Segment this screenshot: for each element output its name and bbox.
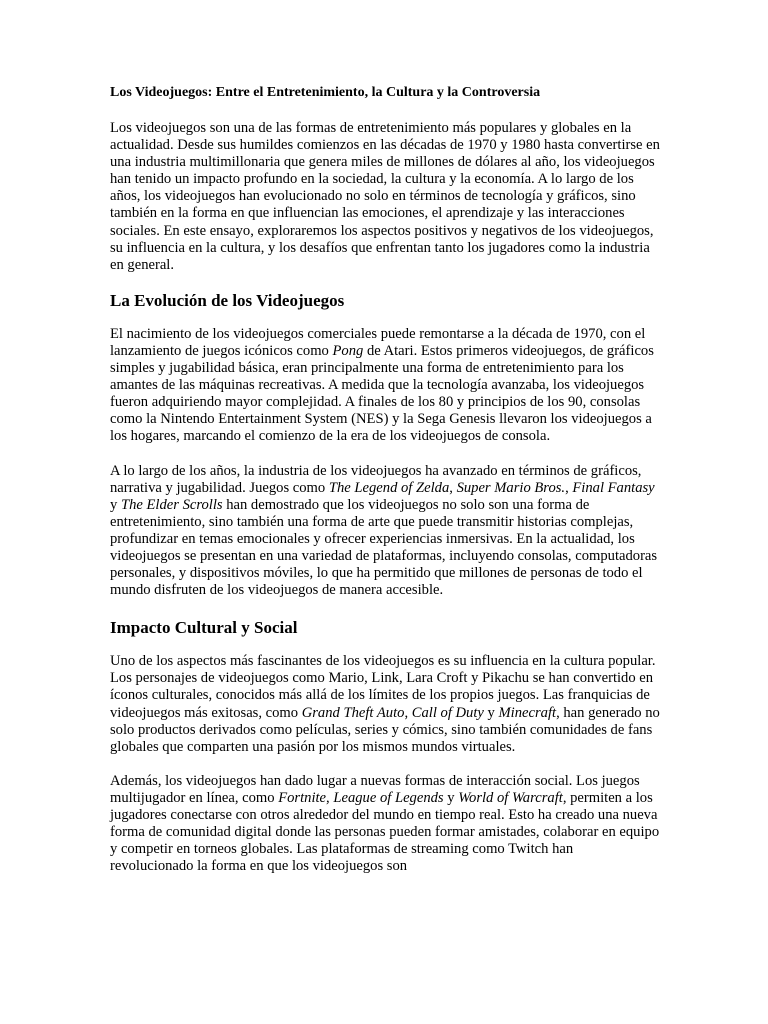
document-title: Los Videojuegos: Entre el Entretenimiento, la Cultura y la Controversia: [110, 85, 541, 100]
italic-title-run: The Elder Scrolls: [120, 496, 223, 513]
text-run: ,: [449, 479, 457, 496]
italic-title-run: Final Fantasy: [572, 479, 655, 496]
italic-title-run: Minecraft: [498, 704, 557, 721]
italic-title-run: Call of Duty: [411, 704, 484, 721]
italic-title-run: Pong: [332, 342, 364, 359]
text-run: ,: [565, 479, 573, 496]
text-run: , permiten a los jugadores conectarse con otros alrededor del mundo en tiempo real. Esto ha creado una nueva forma de comunidad digital donde las personas pueden formar amistades, colaborar en equipo y competir en torneos globales. Las plataformas de streaming como Twitch han revolucionado la forma en que los videojuegos son: [110, 789, 660, 875]
section-evolucion-paragraph-1: [110, 326, 660, 446]
text-run: , han generado no solo productos derivados como películas, series y cómics, sino también comunidades de fans globales que comparten una pasión por los mismos mundos virtuales.: [110, 704, 660, 755]
document-body: [110, 84, 660, 892]
italic-title-run: Fortnite: [278, 789, 327, 806]
text-run: Uno de los aspectos más fascinantes de los videojuegos es su influencia en la cultura popular. Los personajes de videojuegos como Mario, Link, Lara Croft y Pikachu se han convertido en íconos culturales, conocidos más allá de los límites de los propios juegos. Las franquicias de videojuegos más exitosas, como: [110, 653, 656, 721]
text-run: de Atari. Estos primeros videojuegos, de gráficos simples y jugabilidad básica, eran principalmente una forma de entretenimiento para los amantes de las máquinas recreativas. A medida que la tecnología avanzaba, los videojuegos fueron adquiriendo mayor complejidad. A finales de los 80 y principios de los 90, consolas como la Nintendo Entertainment System (NES) y la Sega Genesis llevaron los videojuegos a los hogares, marcando el comienzo de la era de los videojuegos de consola.: [110, 342, 654, 445]
section-impacto-paragraph-2: [110, 773, 660, 876]
text-run: y: [110, 496, 121, 513]
text-run: El nacimiento de los videojuegos comerciales puede remontarse a la década de 1970, con el lanzamiento de juegos icónicos como: [110, 325, 646, 359]
text-run: Los videojuegos son una de las formas de entretenimiento más populares y globales en la actualidad. Desde sus humildes comienzos en las décadas de 1970 y 1980 hasta convertirse en una industria multimillonaria que genera miles de millones de dólares al año, los videojuegos han tenido un impacto profundo en la sociedad, la cultura y la economía. A lo largo de los años, los videojuegos han evolucionado no solo en términos de tecnología y gráficos, sino también en la forma en que influencian las emociones, el aprendizaje y las interacciones sociales. En este ensayo, exploraremos los aspectos positivos y negativos de los videojuegos, su influencia en la cultura, y los desafíos que enfrentan tanto los jugadores como la industria en general.: [110, 120, 660, 273]
italic-title-run: The Legend of Zelda: [328, 479, 450, 496]
text-run: ,: [404, 704, 412, 721]
text-run: A lo largo de los años, la industria de los videojuegos ha avanzado en términos de gráficos, narrativa y jugabilidad. Juegos como: [110, 462, 642, 496]
italic-title-run: Super Mario Bros.: [456, 479, 566, 496]
italic-title-run: World of Warcraft: [458, 789, 563, 806]
italic-title-run: League of Legends: [333, 789, 444, 806]
text-run: Además, los videojuegos han dado lugar a nuevas formas de interacción social. Los juegos multijugador en línea, como: [110, 772, 640, 806]
text-run: y: [483, 704, 499, 721]
intro-paragraph: [110, 120, 660, 274]
section-evolucion-paragraph-2: [110, 463, 660, 600]
text-run: y: [443, 789, 459, 806]
section-heading-evolucion: La Evolución de los Videojuegos: [110, 290, 345, 310]
text-run: han demostrado que los videojuegos no solo son una forma de entretenimiento, sino también una forma de arte que puede transmitir historias complejas, profundizar en temas emocionales y ofrecer experiencias inmersivas. En la actualidad, los videojuegos se presentan en una variedad de plataformas, incluyendo consolas, computadoras personales, y dispositivos móviles, lo que ha permitido que millones de personas de todo el mundo disfruten de los videojuegos de manera accesible.: [110, 496, 658, 599]
text-run: ,: [326, 789, 334, 806]
section-heading-impacto: Impacto Cultural y Social: [110, 618, 298, 638]
section-impacto-paragraph-1: [110, 653, 660, 756]
italic-title-run: Grand Theft Auto: [301, 704, 405, 721]
